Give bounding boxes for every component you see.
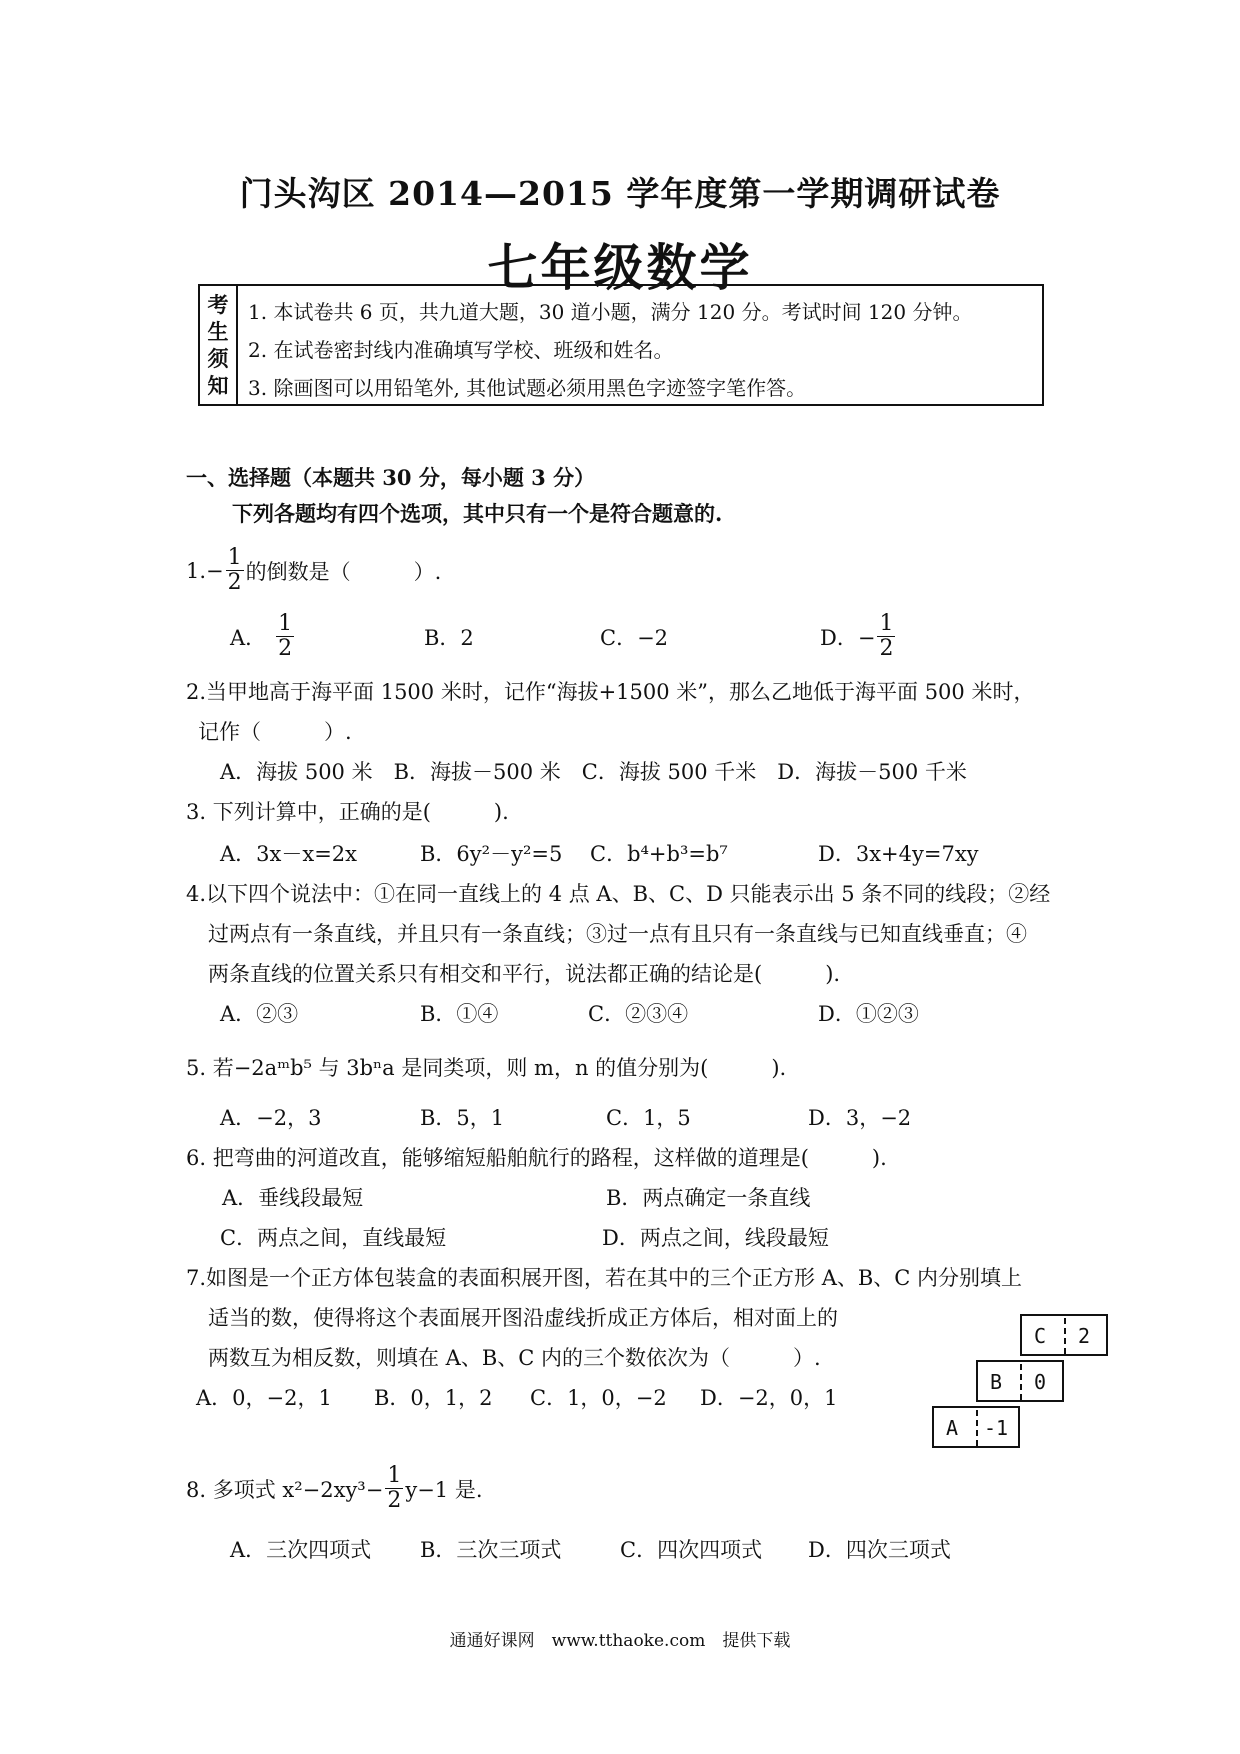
q8-suffix: y−1 是. bbox=[405, 1477, 483, 1502]
cube-net-figure bbox=[930, 1314, 1110, 1448]
question-2-line: 记作（ ）. bbox=[198, 720, 352, 744]
question-7-line: 适当的数，使得将这个表面展开图沿虚线折成正方体后，相对面上的 bbox=[208, 1306, 838, 1330]
q5-option-c: C．1，5 bbox=[606, 1106, 691, 1130]
q1-option-b: B．2 bbox=[424, 626, 474, 650]
notice-label-char: 考 bbox=[207, 292, 229, 317]
q8-option-a: A．三次四项式 bbox=[230, 1538, 372, 1562]
q7-option-d: D．−2，0，1 bbox=[700, 1386, 838, 1410]
q6-option-a: A．垂线段最短 bbox=[222, 1186, 364, 1210]
q1-option-a-numerator: 1 bbox=[278, 611, 293, 636]
q8-fraction bbox=[385, 1464, 403, 1513]
notice-item: 2. 在试卷密封线内准确填写学校、班级和姓名。 bbox=[248, 338, 674, 362]
q4-option-c: C．②③④ bbox=[588, 1002, 689, 1026]
question-7-line: 两数互为相反数，则填在 A、B、C 内的三个数依次为（ ）. bbox=[208, 1346, 821, 1370]
q1-fraction-numerator: 1 bbox=[227, 545, 242, 570]
q3-option-c: C．b⁴+b³=b⁷ bbox=[590, 842, 728, 866]
q4-option-a: A．②③ bbox=[220, 1002, 299, 1026]
notice-label bbox=[200, 286, 238, 404]
q1-option-d-numerator: 1 bbox=[879, 611, 894, 636]
cube-net-row-a bbox=[932, 1406, 1020, 1448]
q3-option-b: B．6y²－y²=5 bbox=[420, 842, 563, 866]
cube-net-fold-line bbox=[1020, 1364, 1022, 1400]
page-footer: 通通好课网 www.tthaoke.com 提供下载 bbox=[449, 1631, 791, 1651]
cube-face-b-label: B bbox=[990, 1370, 1003, 1394]
question-1-stem bbox=[186, 546, 441, 595]
section-instruction: 下列各题均有四个选项，其中只有一个是符合题意的. bbox=[232, 501, 723, 526]
q3-option-d: D．3x+4y=7xy bbox=[818, 842, 979, 866]
section-title: 一、选择题（本题共 30 分，每小题 3 分） bbox=[186, 465, 596, 490]
q1-option-a-fraction bbox=[276, 612, 294, 661]
q6-option-b: B．两点确定一条直线 bbox=[606, 1186, 811, 1210]
notice-label-char: 知 bbox=[207, 373, 229, 398]
q8-fraction-numerator: 1 bbox=[387, 1463, 402, 1488]
cube-face-value: 2 bbox=[1078, 1324, 1091, 1348]
notice-label-char: 生 bbox=[207, 319, 229, 344]
notice-item: 1. 本试卷共 6 页，共九道大题，30 道小题，满分 120 分。考试时间 120 分钟。 bbox=[248, 300, 973, 324]
q5-option-a: A．−2，3 bbox=[220, 1106, 322, 1130]
subject-title: 七年级数学 bbox=[487, 238, 753, 297]
question-4-line: 4.以下四个说法中：①在同一直线上的 4 点 A、B、C、D 只能表示出 5 条不同的线段；②经 bbox=[186, 882, 1051, 906]
q1-suffix: 的倒数是（ ）. bbox=[245, 559, 442, 584]
q8-option-c: C．四次四项式 bbox=[620, 1538, 763, 1562]
q1-option-a bbox=[230, 612, 296, 661]
q8-prefix: 8. 多项式 x²−2xy³− bbox=[186, 1477, 384, 1502]
cube-net-fold-line bbox=[1064, 1318, 1066, 1354]
question-4-line: 过两点有一条直线，并且只有一条直线；③过一点有且只有一条直线与已知直线垂直；④ bbox=[208, 922, 1027, 946]
q1-option-d bbox=[820, 612, 897, 661]
cube-face-c-label: C bbox=[1034, 1324, 1047, 1348]
question-6-stem: 6. 把弯曲的河道改直，能够缩短船舶航行的路程，这样做的道理是( ). bbox=[186, 1146, 887, 1170]
question-2-line: 2.当甲地高于海平面 1500 米时，记作“海拔+1500 米”，那么乙地低于海平面 500 米时， bbox=[186, 680, 1035, 704]
q1-option-d-label: D．− bbox=[820, 625, 876, 650]
q6-option-d: D．两点之间，线段最短 bbox=[602, 1226, 829, 1250]
exam-title: 门头沟区 2014—2015 学年度第一学期调研试卷 bbox=[239, 174, 1001, 213]
q3-option-a: A．3x－x=2x bbox=[220, 842, 358, 866]
q5-option-b: B．5，1 bbox=[420, 1106, 505, 1130]
q1-option-d-denominator: 2 bbox=[879, 636, 894, 661]
question-7-line: 7.如图是一个正方体包装盒的表面积展开图，若在其中的三个正方形 A、B、C 内分别填上 bbox=[186, 1266, 1023, 1290]
q8-option-b: B．三次三项式 bbox=[420, 1538, 562, 1562]
cube-face-value: 0 bbox=[1034, 1370, 1047, 1394]
q4-option-b: B．①④ bbox=[420, 1002, 499, 1026]
question-5-stem: 5. 若−2aᵐb⁵ 与 3bⁿa 是同类项，则 m，n 的值分别为( ). bbox=[186, 1056, 787, 1080]
q1-option-c: C．−2 bbox=[600, 626, 669, 650]
q2-options: A．海拔 500 米 B．海拔－500 米 C．海拔 500 千米 D．海拔－500 千米 bbox=[220, 760, 967, 784]
q7-option-c: C．1，0，−2 bbox=[530, 1386, 667, 1410]
q1-option-a-denominator: 2 bbox=[278, 636, 293, 661]
q4-option-d: D．①②③ bbox=[818, 1002, 919, 1026]
q7-option-a: A．0，−2，1 bbox=[196, 1386, 332, 1410]
question-3-stem: 3. 下列计算中，正确的是( ). bbox=[186, 800, 509, 824]
q7-option-b: B．0，1，2 bbox=[374, 1386, 493, 1410]
q8-option-d: D．四次三项式 bbox=[808, 1538, 951, 1562]
notice-label-char: 须 bbox=[207, 346, 229, 371]
q1-option-d-fraction bbox=[877, 612, 895, 661]
question-8-stem bbox=[186, 1464, 483, 1513]
cube-net-row-b bbox=[976, 1360, 1064, 1402]
cube-net-row-c bbox=[1020, 1314, 1108, 1356]
q5-option-d: D．3，−2 bbox=[808, 1106, 912, 1130]
q1-prefix: 1.− bbox=[186, 558, 224, 583]
notice-item: 3. 除画图可以用铅笔外, 其他试题必须用黑色字迹签字笔作答。 bbox=[248, 376, 807, 400]
q1-fraction-denominator: 2 bbox=[227, 570, 242, 595]
exam-notice-box bbox=[198, 284, 1044, 406]
q1-fraction bbox=[226, 546, 244, 595]
cube-face-a-label: A bbox=[946, 1416, 959, 1440]
q6-option-c: C．两点之间，直线最短 bbox=[220, 1226, 447, 1250]
q1-option-a-label: A． bbox=[230, 625, 267, 650]
cube-face-value: -1 bbox=[984, 1416, 1009, 1440]
cube-net-fold-line bbox=[976, 1410, 978, 1446]
question-4-line: 两条直线的位置关系只有相交和平行，说法都正确的结论是( ). bbox=[208, 962, 841, 986]
q8-fraction-denominator: 2 bbox=[387, 1488, 402, 1513]
